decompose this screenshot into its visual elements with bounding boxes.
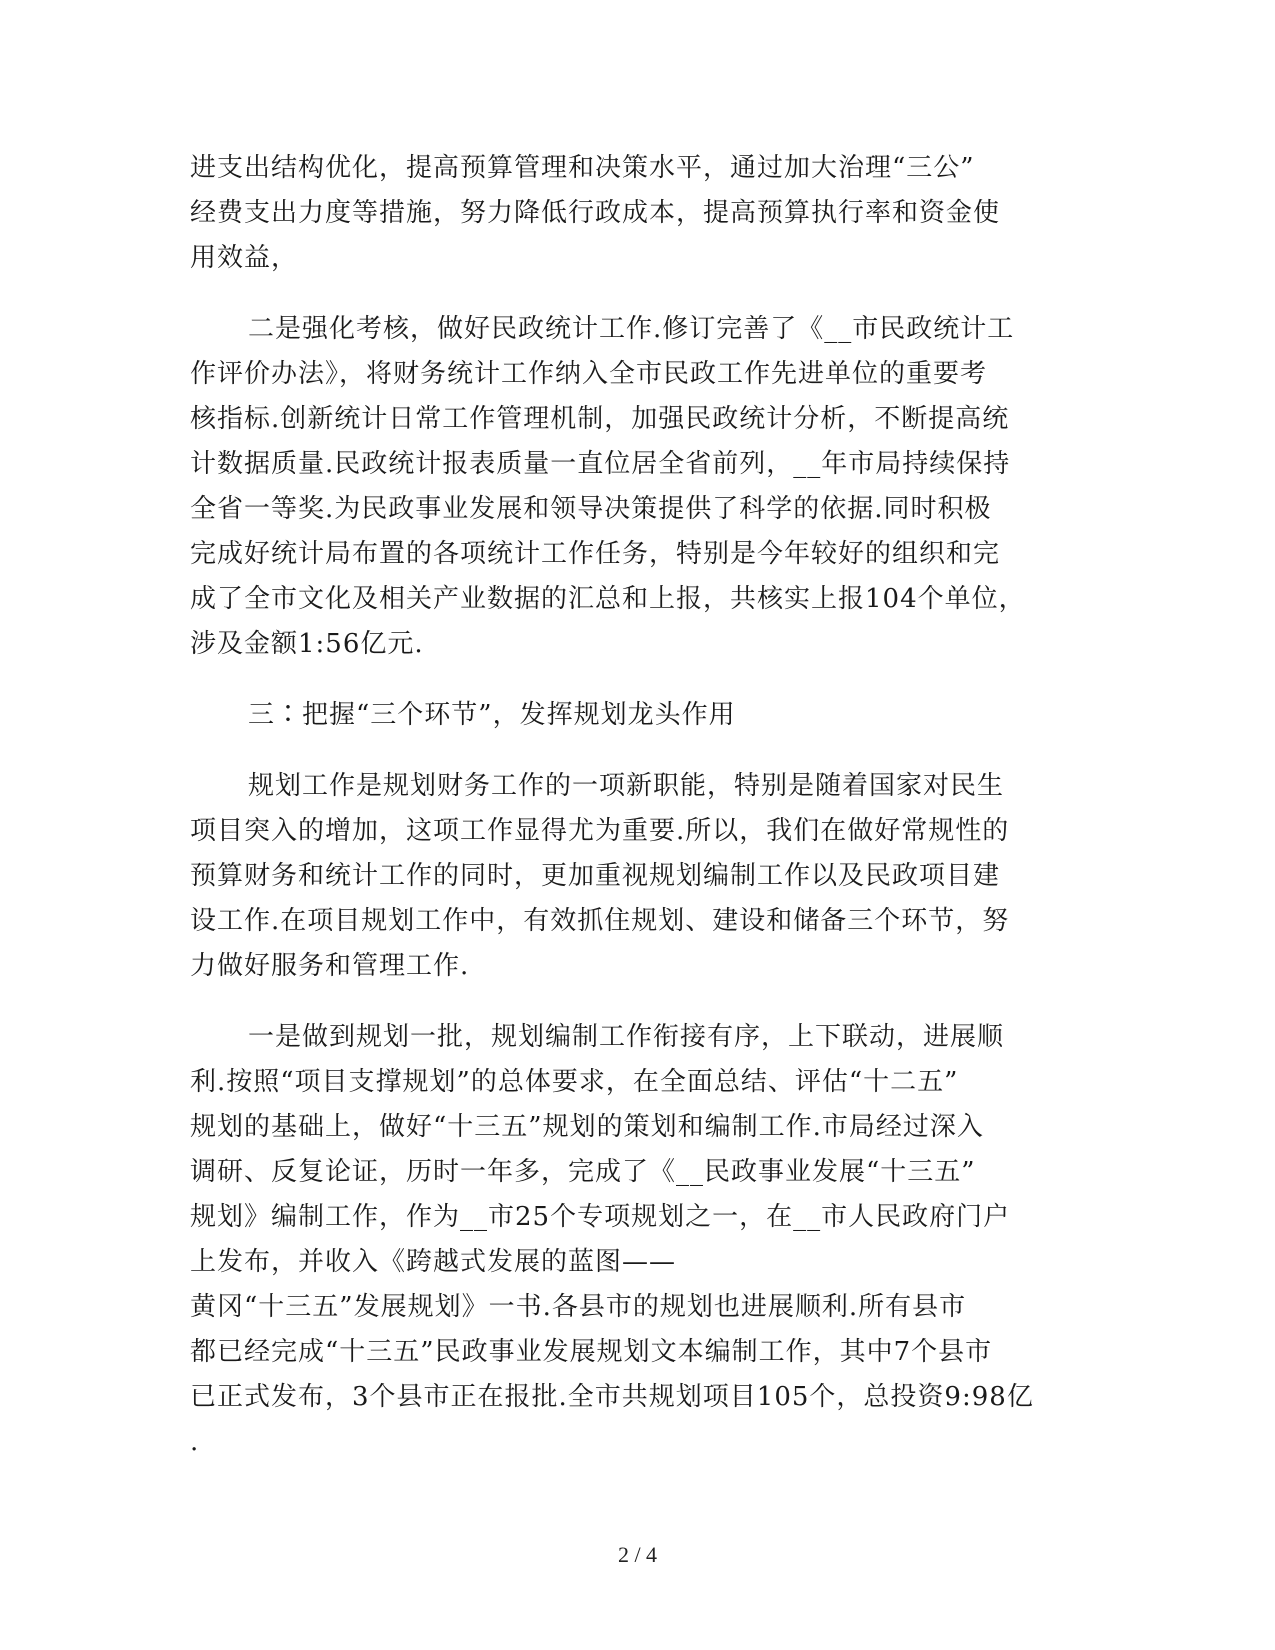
document-body xyxy=(190,146,1075,1491)
text-line: 三∶把握“三个环节”，发挥规划龙头作用 xyxy=(248,700,736,730)
text-line: 计数据质量.民政统计报表质量一直位居全省前列，__年市局持续保持 xyxy=(190,449,1011,479)
text-line: 作评价办法》，将财务统计工作纳入全市民政工作先进单位的重要考 xyxy=(190,359,988,389)
text-line: 调研、反复论证，历时一年多，完成了《__民政事业发展“十三五” xyxy=(190,1157,976,1187)
paragraph-1 xyxy=(190,146,1075,281)
text-line: 核指标.创新统计日常工作管理机制，加强民政统计分析，不断提高统 xyxy=(190,404,1010,434)
text-line: 设工作.在项目规划工作中，有效抓住规划、建设和储备三个环节，努 xyxy=(190,906,1010,936)
paragraph-2 xyxy=(190,307,1075,667)
text-line: 涉及金额1:56亿元. xyxy=(190,629,424,659)
text-line: 经费支出力度等措施，努力降低行政成本，提高预算执行率和资金使 xyxy=(190,198,1001,228)
text-line: 力做好服务和管理工作. xyxy=(190,951,470,981)
text-line: 进支出结构优化，提高预算管理和决策水平，通过加大治理“三公” xyxy=(190,153,975,183)
text-line: . xyxy=(190,1427,200,1457)
page-number: 2 / 4 xyxy=(617,1542,658,1567)
text-line: 用效益， xyxy=(190,243,299,273)
text-line: 规划》编制工作，作为__市25个专项规划之一，在__市人民政府门户 xyxy=(190,1202,1011,1232)
text-line: 都已经完成“十三五”民政事业发展规划文本编制工作，其中7个县市 xyxy=(190,1337,993,1367)
text-line: 利.按照“项目支撑规划”的总体要求，在全面总结、评估“十二五” xyxy=(190,1067,959,1097)
text-line: 成了全市文化及相关产业数据的汇总和上报，共核实上报104个单位， xyxy=(190,584,1026,614)
text-line: 项目突入的增加，这项工作显得尤为重要.所以，我们在做好常规性的 xyxy=(190,816,1010,846)
text-line: 全省一等奖.为民政事业发展和领导决策提供了科学的依据.同时积极 xyxy=(190,494,992,524)
text-line: 一是做到规划一批，规划编制工作衔接有序，上下联动，进展顺 xyxy=(248,1022,1005,1052)
text-line: 规划工作是规划财务工作的一项新职能，特别是随着国家对民生 xyxy=(248,771,1005,801)
paragraph-3 xyxy=(190,764,1075,989)
text-line: 完成好统计局布置的各项统计工作任务，特别是今年较好的组织和完 xyxy=(190,539,1001,569)
text-line: 预算财务和统计工作的同时，更加重视规划编制工作以及民政项目建 xyxy=(190,861,1001,891)
paragraph-4 xyxy=(190,1015,1075,1465)
text-line: 上发布，并收入《跨越式发展的蓝图—— xyxy=(190,1247,677,1277)
section-heading xyxy=(190,693,1075,738)
text-line: 二是强化考核，做好民政统计工作.修订完善了《__市民政统计工 xyxy=(248,314,1015,344)
text-line: 已正式发布，3个县市正在报批.全市共规划项目105个，总投资9:98亿 xyxy=(190,1382,1034,1412)
text-line: 规划的基础上，做好“十三五”规划的策划和编制工作.市局经过深入 xyxy=(190,1112,984,1142)
text-line: 黄冈“十三五”发展规划》一书.各县市的规划也进展顺利.所有县市 xyxy=(190,1292,967,1322)
